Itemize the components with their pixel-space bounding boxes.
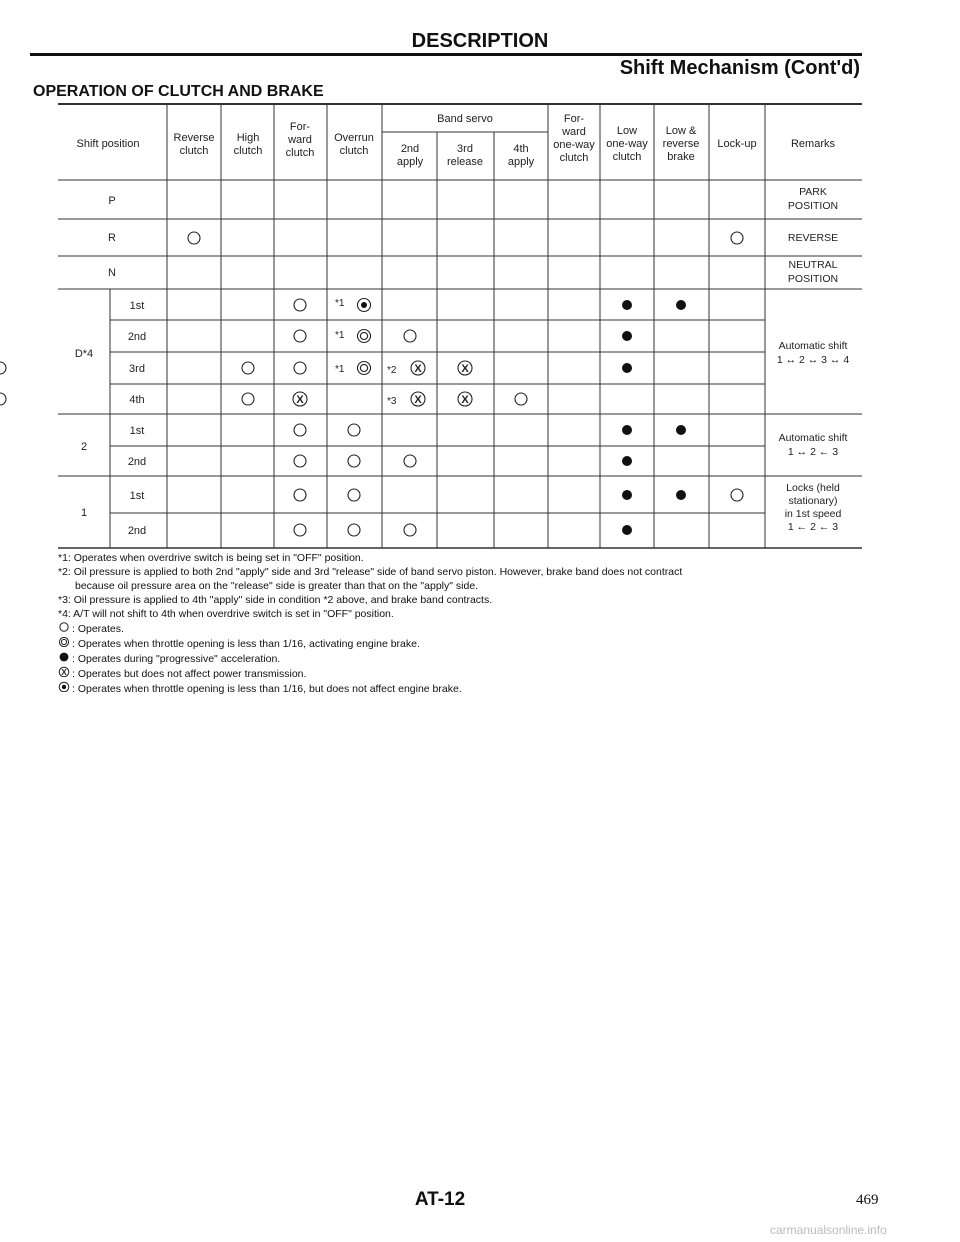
legend-no-effect: X : Operates but does not affect power transmission. — [58, 666, 868, 681]
filled-dot-icon — [622, 363, 632, 373]
svg-text:X: X — [296, 394, 304, 406]
footnote-marker: *1 — [335, 330, 345, 341]
open-circle-icon — [58, 621, 72, 632]
gear-label: 1st — [129, 425, 145, 437]
crossed-circle-icon — [58, 666, 72, 677]
col-forward-one-way-clutch: For-ward one-way clutch — [553, 113, 595, 164]
open-circle-icon — [294, 330, 306, 342]
open-circle-icon — [294, 524, 306, 536]
open-circle-icon — [404, 455, 416, 467]
remark-1: Locks (held stationary) in 1st speed 1 ← 2 ← 3 — [784, 482, 842, 533]
legend-progressive: : Operates during "progressive" acceleration. — [58, 651, 868, 666]
open-circle-icon — [0, 362, 6, 374]
col-low-one-way-clutch: Low one-way clutch — [606, 125, 648, 163]
open-circle-icon — [404, 524, 416, 536]
double-circle-icon — [358, 362, 371, 375]
open-circle-icon — [731, 489, 743, 501]
col-high-clutch: High clutch — [233, 132, 263, 157]
svg-text:X: X — [414, 363, 422, 375]
crossed-circle-icon — [293, 392, 307, 406]
filled-dot-icon — [676, 300, 686, 310]
open-circle-icon — [515, 393, 527, 405]
footnote-1: *1: Operates when overdrive switch is being set in "OFF" position. — [58, 552, 364, 564]
footnote-marker: *1 — [335, 364, 345, 375]
dotted-circle-icon — [358, 299, 371, 312]
page-title: DESCRIPTION — [411, 30, 549, 52]
dotted-circle-icon — [58, 681, 72, 692]
gear-label: 3rd — [129, 363, 145, 375]
legend-engine-brake: : Operates when throttle opening is less than 1/16, activating engine brake. — [58, 636, 868, 651]
legend-operates: : Operates. — [58, 621, 868, 636]
col-4th-apply: 4th apply — [507, 143, 535, 168]
gear-label: 4th — [129, 394, 145, 406]
open-circle-icon — [294, 299, 306, 311]
open-circle-icon — [294, 362, 306, 374]
open-circle-icon — [731, 232, 743, 244]
remark-park: PARK POSITION — [787, 186, 839, 212]
remark-neutral: NEUTRAL POSITION — [787, 259, 839, 285]
row-label-p: P — [108, 195, 116, 207]
footnote-2: *2: Oil pressure is applied to both 2nd "apply" side and 3rd "release" side of band servo piston. However, brake band does not contract — [58, 566, 683, 578]
row-label-n: N — [108, 267, 116, 279]
page-subtitle: Shift Mechanism (Cont'd) — [619, 57, 860, 79]
footnote-4: *4: A/T will not shift to 4th when overdrive switch is set in "OFF" position. — [58, 608, 394, 620]
filled-dot-icon — [622, 300, 632, 310]
gear-label: 2nd — [127, 525, 147, 537]
open-circle-icon — [348, 524, 360, 536]
gear-label: 2nd — [127, 331, 147, 343]
row-label-r: R — [108, 232, 116, 244]
filled-dot-icon — [622, 456, 632, 466]
open-circle-icon — [0, 393, 6, 405]
footnote-3: *3: Oil pressure is applied to 4th "apply" side in condition *2 above, and brake band contracts. — [58, 594, 493, 606]
table-grid — [58, 104, 862, 548]
page-number: 469 — [856, 1192, 879, 1208]
footnote-marker: *2 — [387, 365, 397, 376]
svg-text:X: X — [461, 394, 469, 406]
col-2nd-apply: 2nd apply — [396, 143, 424, 168]
crossed-circle-icon — [411, 392, 425, 406]
page-code: AT-12 — [414, 1189, 466, 1210]
legend-no-engine-brake: : Operates when throttle opening is less than 1/16, but does not affect engine brake. — [58, 681, 868, 696]
col-shift-position: Shift position — [76, 138, 140, 150]
open-circle-icon — [188, 232, 200, 244]
open-circle-icon — [348, 424, 360, 436]
remark-2: Automatic shift 1 ↔ 2 ← 3 — [778, 432, 848, 458]
gear-label: 1st — [129, 300, 145, 312]
col-low-reverse-brake: Low & reverse brake — [662, 125, 700, 163]
remark-reverse: REVERSE — [787, 232, 839, 244]
footnote-marker: *3 — [387, 396, 397, 407]
col-forward-clutch: For-ward clutch — [285, 121, 315, 159]
open-circle-icon — [242, 393, 254, 405]
gear-label: 2nd — [127, 456, 147, 468]
gear-label: 1st — [129, 490, 145, 502]
footnote-2-cont: because oil pressure area on the "release" side is greater than that on the "apply" side. — [75, 580, 479, 592]
footnote-marker: *1 — [335, 298, 345, 309]
svg-text:X: X — [61, 668, 67, 677]
col-3rd-release: 3rd release — [446, 143, 484, 168]
col-band-servo: Band servo — [437, 113, 493, 125]
footnotes — [58, 551, 868, 696]
col-overrun-clutch: Overrun clutch — [334, 132, 374, 157]
double-circle-icon — [358, 330, 371, 343]
col-lock-up: Lock-up — [717, 138, 757, 150]
filled-dot-icon — [676, 425, 686, 435]
open-circle-icon — [348, 489, 360, 501]
filled-dot-icon — [676, 490, 686, 500]
row-label-d4: D*4 — [74, 348, 94, 360]
open-circle-icon — [294, 455, 306, 467]
row-label-2: 2 — [80, 441, 88, 453]
open-circle-icon — [294, 489, 306, 501]
double-circle-icon — [58, 636, 72, 647]
row-label-1: 1 — [80, 507, 88, 519]
open-circle-icon — [294, 424, 306, 436]
operation-table — [0, 0, 960, 560]
open-circle-icon — [242, 362, 254, 374]
open-circle-icon — [348, 455, 360, 467]
open-circle-icon — [404, 330, 416, 342]
filled-dot-icon — [58, 651, 72, 662]
col-reverse-clutch: Reverse clutch — [173, 132, 215, 157]
crossed-circle-icon — [458, 361, 472, 375]
watermark: carmanualsonline.info — [770, 1223, 887, 1237]
crossed-circle-icon — [458, 392, 472, 406]
filled-dot-icon — [622, 331, 632, 341]
filled-dot-icon — [622, 425, 632, 435]
svg-text:X: X — [461, 363, 469, 375]
filled-dot-icon — [622, 490, 632, 500]
crossed-circle-icon — [411, 361, 425, 375]
filled-dot-icon — [622, 525, 632, 535]
svg-text:X: X — [414, 394, 422, 406]
section-title: OPERATION OF CLUTCH AND BRAKE — [33, 83, 324, 100]
col-remarks: Remarks — [790, 138, 836, 150]
remark-d4: Automatic shift 1 ↔ 2 ↔ 3 ↔ 4 — [776, 340, 850, 366]
